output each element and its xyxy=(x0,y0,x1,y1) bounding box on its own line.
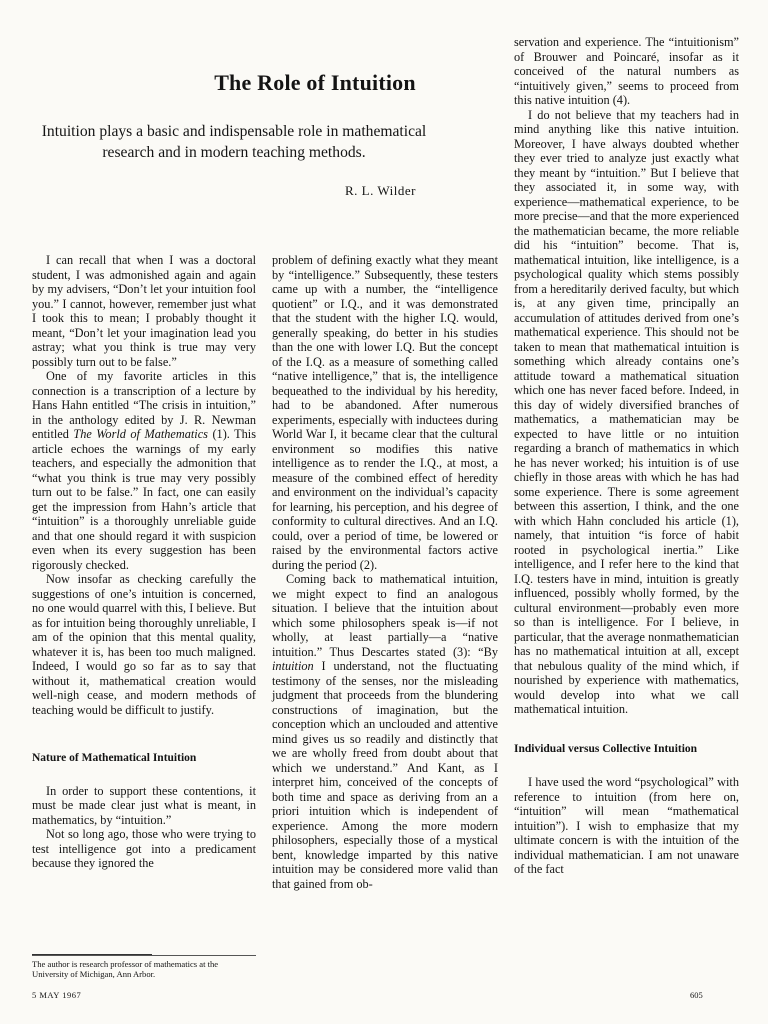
paragraph xyxy=(272,572,498,891)
page-number: 605 xyxy=(690,990,703,1000)
paragraph: Not so long ago, those who were trying to test intelligence got into a predicament because they ignored the xyxy=(32,827,256,870)
paragraph: servation and experience. The “intuitionism” of Brouwer and Poincaré, insofar as it conceived of the natural numbers as “intuitively given,” seems to proceed from this native intuition (4). xyxy=(514,35,739,107)
citation: (1) xyxy=(207,427,227,441)
paragraph xyxy=(32,369,256,572)
issue-date: 5 MAY 1967 xyxy=(32,990,82,1000)
article-subtitle: Intuition plays a basic and indispensable role in mathematical research and in modern teaching methods. xyxy=(41,123,427,161)
book-title: The World of Mathematics xyxy=(73,427,208,441)
article-title: The Role of Intuition xyxy=(214,70,416,95)
section-heading: Individual versus Collective Intuition xyxy=(514,742,698,755)
paragraph: I have used the word “psychological” with reference to intuition (from here on, “intuition” will mean “mathematical intuition”). I wish to emphasize that my ultimate concern is with the intuition of the individual mathematician. I am not unaware of the fact xyxy=(514,775,739,876)
paragraph: problem of defining exactly what they meant by “intelligence.” Subsequently, these testers came up with a number, the “intelligence quotient” or I.Q., and it was demonstrated that the student with the higher I.Q. would, generally speaking, do better in his studies than the one with lower I.Q. But the concept of the I.Q. as a measure of something called “native intelligence,” that is, the intelligence bequeathed to the individual by his heredity, had to be abandoned. After numerous experiments, especially with inductees during World War I, it became clear that the cultural environment so modifies this native intelligence as to render the I.Q., at most, a measure of the combined effect of heredity and environment on the individual’s capacity for learning, his perception, and his degree of conformity to cultural directives. And an I.Q. could, over a period of time, be lowered or raised by the environmental factors active during the period (2). xyxy=(272,253,498,572)
text-column-3 xyxy=(514,35,739,877)
text-span: One of my favorite articles in this connection is a transcription of a lecture by Hans Hahn entitled “The crisis in intuition,” in the anthology edited by J. R. Newman entitled xyxy=(32,369,256,441)
article-author: R. L. Wilder xyxy=(345,183,416,198)
footnote: The author is research professor of mathematics at the University of Michigan, Ann Arbor. xyxy=(32,955,256,979)
text-column-1 xyxy=(32,253,256,871)
text-span: Coming back to mathematical intuition, we might expect to find an analogous situation. I believe that the intuition about which some philosophers speak is—if not wholly, at least partially—a “native intuition.” Thus Descartes stated (3): “By xyxy=(272,572,498,659)
paragraph: I do not believe that my teachers had in mind anything like this native intuition. Moreover, I have always doubted whether they ever tried to analyze just exactly what they meant by “intuition.” But I believe that they associated it, in some way, with experience—mathematical experience, to be more precise—and that the more experienced the mathematician became, the more reliable did his “intuition” become. That is, mathematical intuition, like intelligence, is a psychological quality which stems possibly from a hereditarily derived faculty, but which is, at any given time, principally an accumulation of attitudes derived from one’s mathematical experience. This should not be taken to mean that mathematical intuition is something which already contains one’s attitude toward a mathematical situation which one has never faced before. Indeed, in this day of widely diversified branches of mathematics, a mathematician may be expected to have little or no intuition regarding a branch of mathematics in which he has never worked; his intuition is of use chiefly in those areas with which he has had some experience. There is some agreement between this assertion, I think, and the one with which Hahn concluded his article (1), namely, that intuition “is force of habit rooted in psychological inertia.” Like intelligence, and I refer here to the kind that I.Q. testers have in mind, intuition is greatly influenced, possibly wholly formed, by the cultural environment—probably even more so than is intelligence. For I believe, in particular, that the average nonmathematician has no mathematical intuition at all, except that nebulous quality of the mind which, if nourished by experience with mathematics, would develop into what we call mathematical intuition. xyxy=(514,107,739,716)
text-span: I understand, not the fluctuating testimony of the senses, nor the misleading judgment that proceeds from the blundering constructions of imagination, but the conception which an unclouded and attentive mind gives us so readily and distinctly that we are wholly freed from doubt about that which we understand.” And Kant, as I interpret him, conceived of the concepts of both time and space as deriving from an a priori intuition which is independent of experience. Among the more modern philosophers, especially those of a mystical bent, knowledge imparted by this native intuition may be considered more valid than that gained from ob- xyxy=(272,659,498,891)
text-column-2 xyxy=(272,253,498,891)
paragraph: Now insofar as checking carefully the suggestions of one’s intuition is concerned, no one would quarrel with this, I believe. But as for intuition being thoroughly unreliable, I am of the opinion that this mental quality, whatever it is, has been too much maligned. Indeed, I would go so far as to say that without it, mathematical creation would well-nigh cease, and modern methods of teaching would be difficult to justify. xyxy=(32,572,256,717)
text-span: . This article echoes the warnings of my early teachers, and especially the admonition that “what you think is true may very possibly turn out to be false.” In fact, one can easily get the impression from Hahn’s article that “intuition” is a thoroughly unreliable guide and that one should regard it with suspicion even when its every suggestion has been rigorously checked. xyxy=(32,427,256,572)
emphasis: intuition xyxy=(272,659,314,673)
paragraph: I can recall that when I was a doctoral student, I was admonished again and again by my advisers, “Don’t let your intuition fool you.” I cannot, however, remember just what I took this to mean; I probably thought it meant, “Don’t let your imagination lead you astray; what you think is true may very possibly turn out to be false.” xyxy=(32,253,256,369)
paragraph: In order to support these contentions, it must be made clear just what is meant, in mathematics, by “intuition.” xyxy=(32,783,256,827)
section-heading: Nature of Mathematical Intuition xyxy=(32,752,197,764)
